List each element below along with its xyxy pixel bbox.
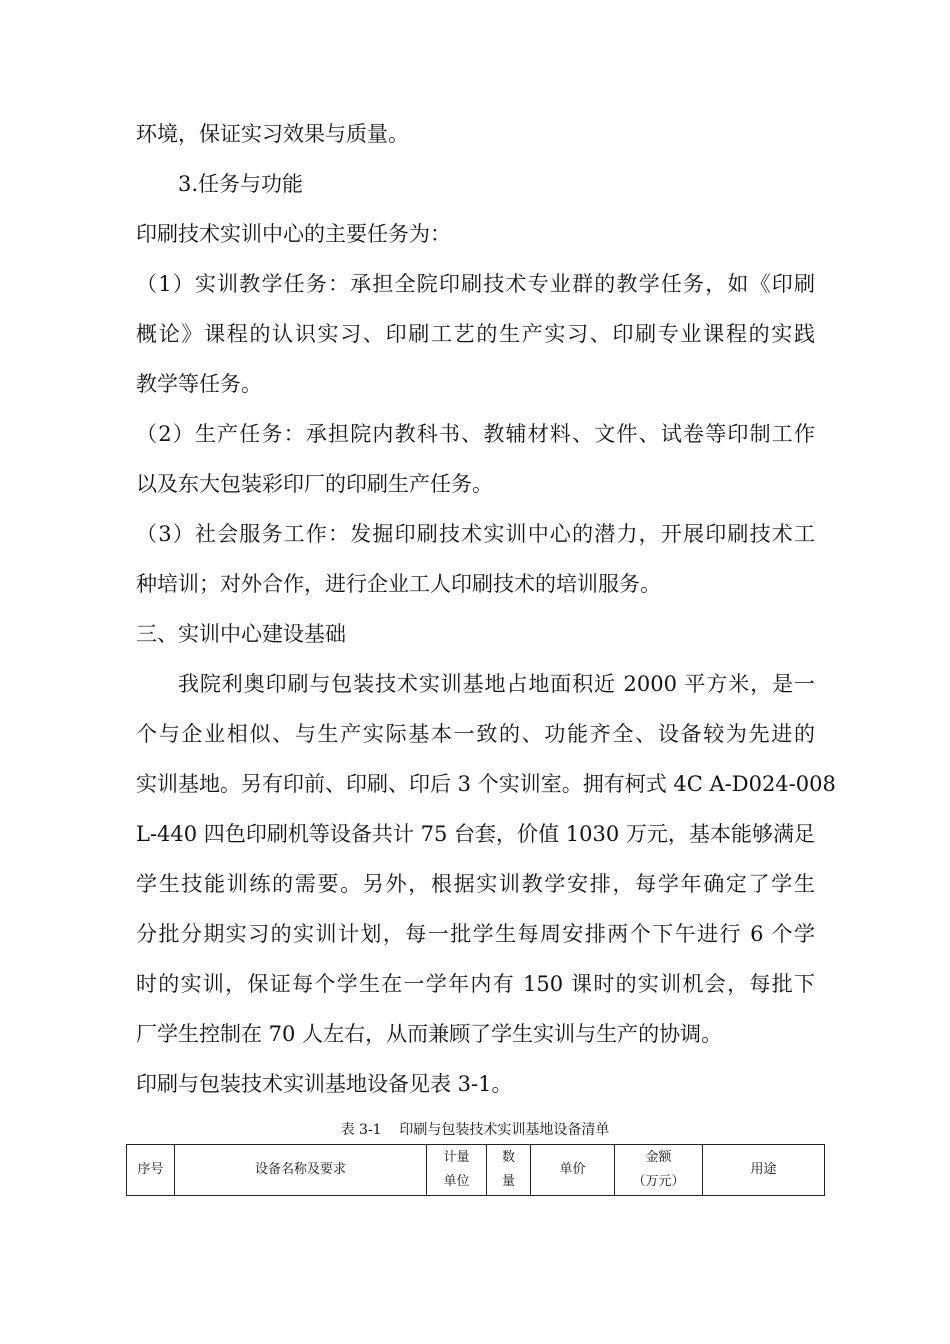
header-qty: 数 量 <box>487 1145 531 1196</box>
header-amount: 金额 （万元） <box>615 1145 703 1196</box>
paragraph-line: 分批分期实习的实训计划，每一批学生每周安排两个下午进行 6 个学 <box>136 922 815 946</box>
section-heading: 3.任务与功能 <box>178 172 304 196</box>
paragraph-line: 实训基地。另有印前、印刷、印后 3 个实训室。拥有柯式 4C A-D024-008 <box>136 772 836 796</box>
paragraph-line: 种培训；对外合作，进行企业工人印刷技术的培训服务。 <box>136 572 661 596</box>
paragraph-line: 环境，保证实习效果与质量。 <box>136 122 409 146</box>
paragraph-line: L-440 四色印刷机等设备共计 75 台套，价值 1030 万元，基本能够满足 <box>136 822 815 846</box>
paragraph-line: （2）生产任务：承担院内教科书、教辅材料、文件、试卷等印制工作 <box>136 422 815 446</box>
paragraph-line: 个与企业相似、与生产实际基本一致的、功能齐全、设备较为先进的 <box>136 722 815 746</box>
header-seq: 序号 <box>127 1145 175 1196</box>
paragraph-line: （3）社会服务工作：发掘印刷技术实训中心的潜力，开展印刷技术工 <box>136 522 815 546</box>
header-name: 设备名称及要求 <box>175 1145 427 1196</box>
paragraph-line: 学生技能训练的需要。另外，根据实训教学安排，每学年确定了学生 <box>136 872 815 896</box>
paragraph-line: 概论》课程的认识实习、印刷工艺的生产实习、印刷专业课程的实践 <box>136 322 815 346</box>
header-use: 用途 <box>703 1145 825 1196</box>
equipment-table <box>126 1144 825 1196</box>
header-price: 单价 <box>531 1145 615 1196</box>
paragraph-line: 以及东大包装彩印厂的印刷生产任务。 <box>136 472 493 496</box>
section-heading: 三、实训中心建设基础 <box>136 622 346 646</box>
paragraph-line: 印刷与包装技术实训基地设备见表 3-1。 <box>136 1072 513 1096</box>
paragraph-line: 印刷技术实训中心的主要任务为： <box>136 222 451 246</box>
paragraph-line: 教学等任务。 <box>136 372 262 396</box>
table-caption: 表 3-1 印刷与包装技术实训基地设备清单 <box>340 1122 610 1138</box>
paragraph-line: 时的实训，保证每个学生在一学年内有 150 课时的实训机会，每批下 <box>136 972 815 996</box>
paragraph-line: 我院利奥印刷与包装技术实训基地占地面积近 2000 平方米，是一 <box>178 672 815 696</box>
paragraph-line: （1）实训教学任务：承担全院印刷技术专业群的教学任务，如《印刷 <box>136 272 815 296</box>
header-unit: 计量 单位 <box>427 1145 487 1196</box>
paragraph-line: 厂学生控制在 70 人左右，从而兼顾了学生实训与生产的协调。 <box>136 1022 723 1046</box>
table-header-row <box>127 1145 825 1196</box>
